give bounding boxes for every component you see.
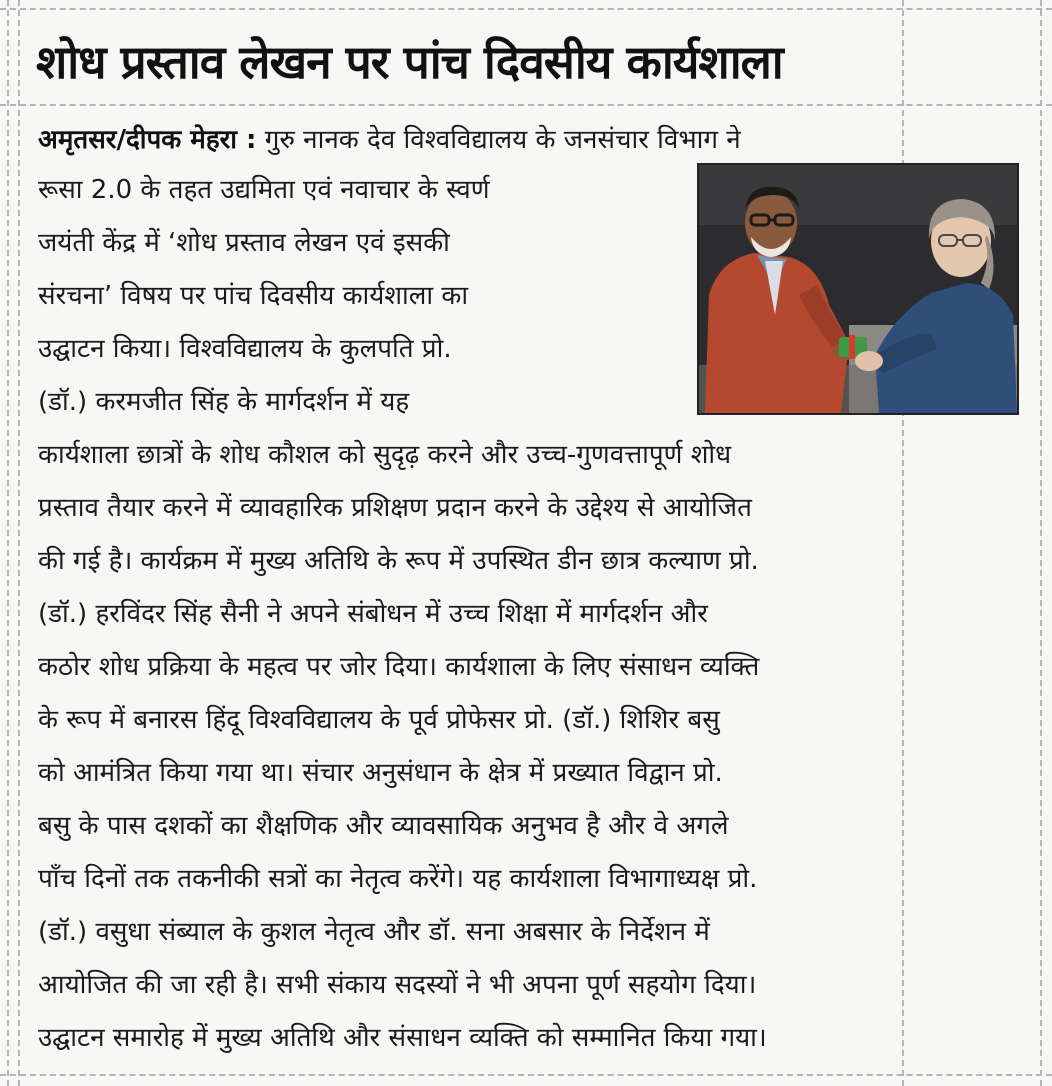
article-line-15: पाँच दिनों तक तकनीकी सत्रों का नेतृत्व करेंगे। यह कार्यशाला विभागाध्यक्ष प्रो. [38,864,758,894]
article-line-9: की गई है। कार्यक्रम में मुख्य अतिथि के रूप में उपस्थित डीन छात्र कल्याण प्रो. [38,546,759,576]
article-line-11: कठोर शोध प्रक्रिया के महत्व पर जोर दिया। कार्यशाला के लिए संसाधन व्यक्ति [38,652,760,682]
article-line-1 [38,118,1013,162]
layout-guide-top [0,8,1052,10]
byline: अमृतसर/दीपक मेहरा : [38,125,257,155]
layout-guide-bottom [0,1074,1052,1076]
layout-guide-left-inner [18,0,20,1086]
photo-illustration-icon [699,165,1017,413]
article-line-17: आयोजित की जा रही है। सभी संकाय सदस्यों ने भी अपना पूर्ण सहयोग दिया। [38,970,757,1000]
article-line-2: रूसा 2.0 के तहत उद्यमिता एवं नवाचार के स्वर्ण [38,175,490,205]
article-line-16: (डॉ.) वसुधा संब्याल के कुशल नेतृत्व और डॉ. सना अबसार के निर्देशन में [38,917,710,947]
article-line-5: उद्घाटन किया। विश्वविद्यालय के कुलपति प्रो. [38,334,452,364]
layout-guide-right-outer [1040,0,1042,1086]
article-line-7: कार्यशाला छात्रों के शोध कौशल को सुदृढ़ करने और उच्च-गुणवत्तापूर्ण शोध [38,440,732,470]
news-photo [697,163,1019,415]
article-line-6: (डॉ.) करमजीत सिंह के मार्गदर्शन में यह [38,387,410,417]
article-line-4: संरचना’ विषय पर पांच दिवसीय कार्यशाला का [38,281,469,311]
article-line-1-text: गुरु नानक देव विश्वविद्यालय के जनसंचार विभाग ने [264,125,741,155]
headline: शोध प्रस्ताव लेखन पर पांच दिवसीय कार्यशाला [36,35,783,89]
article-line-12: के रूप में बनारस हिंदू विश्वविद्यालय के पूर्व प्रोफेसर प्रो. (डॉ.) शिशिर बसु [38,705,720,735]
article-line-8: प्रस्ताव तैयार करने में व्यावहारिक प्रशिक्षण प्रदान करने के उद्देश्य से आयोजित [38,493,752,523]
layout-guide-under-headline [0,104,1052,106]
article-line-14: बसु के पास दशकों का शैक्षणिक और व्यावसायिक अनुभव है और वे अगले [38,811,729,841]
article-line-10: (डॉ.) हरविंदर सिंह सैनी ने अपने संबोधन में उच्च शिक्षा में मार्गदर्शन और [38,599,708,629]
article-line-18: उद्घाटन समारोह में मुख्य अतिथि और संसाधन व्यक्ति को सम्मानित किया गया। [38,1023,767,1053]
layout-guide-left [7,0,9,1086]
article-line-3: जयंती केंद्र में ‘शोध प्रस्ताव लेखन एवं इसकी [38,228,450,258]
article-line-13: को आमंत्रित किया गया था। संचार अनुसंधान के क्षेत्र में प्रख्यात विद्वान प्रो. [38,758,723,788]
